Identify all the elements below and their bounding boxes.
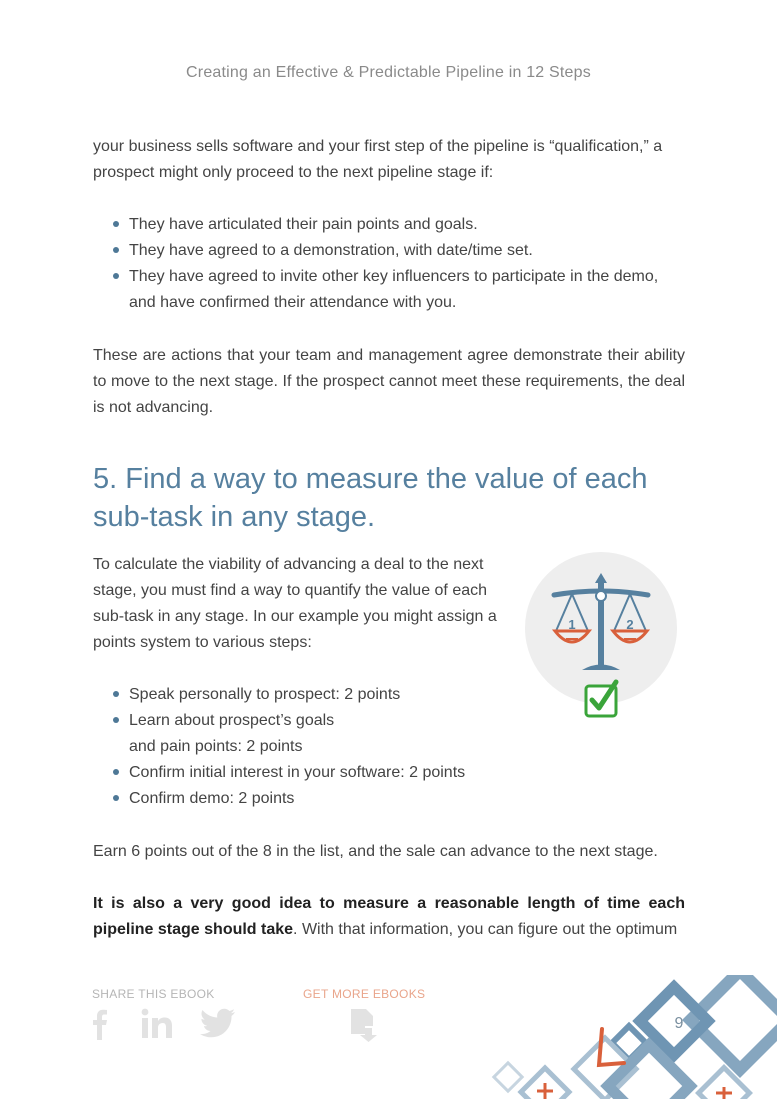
- timing-continuation: . With that information, you can figure out the optimum: [293, 921, 678, 938]
- earn-paragraph: Earn 6 points out of the 8 in the list, and the sale can advance to the next stage.: [93, 843, 658, 860]
- right-pan-number: 2: [626, 617, 634, 632]
- list-item: Learn about prospect’s goals and pain points: 2 points: [129, 708, 513, 760]
- checkbox-checked-icon: [586, 682, 616, 716]
- decorative-diamonds: [480, 975, 777, 1099]
- page-number: 9: [674, 1015, 684, 1032]
- list-item: They have articulated their pain points and goals.: [129, 212, 685, 238]
- list-item: Speak personally to prospect: 2 points: [129, 682, 513, 708]
- linkedin-icon[interactable]: [141, 1008, 173, 1045]
- calc-paragraph: To calculate the viability of advancing a deal to the next stage, you must find a way to quantify the value of each sub-task in any stage. In our example you might assign a points system to various steps:: [93, 556, 497, 651]
- share-label: SHARE THIS EBOOK: [92, 987, 215, 1001]
- timing-emphasis: It is also a very good idea to measure a reasonable length of time each pipeline stage should take: [93, 895, 685, 938]
- list-item: Confirm initial interest in your software: 2 points: [129, 760, 513, 786]
- download-ebook-icon[interactable]: [348, 1008, 380, 1047]
- points-list: [93, 682, 513, 812]
- timing-paragraph: [93, 891, 685, 943]
- actions-paragraph: These are actions that your team and management agree demonstrate their ability to move to the next stage. If the prospect cannot meet these requirements, the deal is not advancing.: [93, 347, 685, 416]
- list-item: They have agreed to invite other key influencers to participate in the demo, and have confirmed their attendance with you.: [129, 264, 685, 316]
- intro-paragraph: your business sells software and your first step of the pipeline is “qualification,” a prospect might only proceed to the next pipeline stage if:: [93, 138, 663, 181]
- section-heading: 5. Find a way to measure the value of each sub-task in any stage.: [93, 463, 648, 533]
- list-item: They have agreed to a demonstration, with date/time set.: [129, 238, 685, 264]
- twitter-icon[interactable]: [200, 1008, 236, 1045]
- facebook-icon[interactable]: [92, 1008, 108, 1045]
- list-item: Confirm demo: 2 points: [129, 786, 513, 812]
- criteria-list: [93, 212, 685, 316]
- running-header: Creating an Effective & Predictable Pipeline in 12 Steps: [186, 64, 591, 81]
- left-pan-number: 1: [568, 617, 576, 632]
- balance-scale-illustration: [524, 551, 679, 721]
- get-more-ebooks-link[interactable]: GET MORE EBOOKS: [303, 987, 426, 1001]
